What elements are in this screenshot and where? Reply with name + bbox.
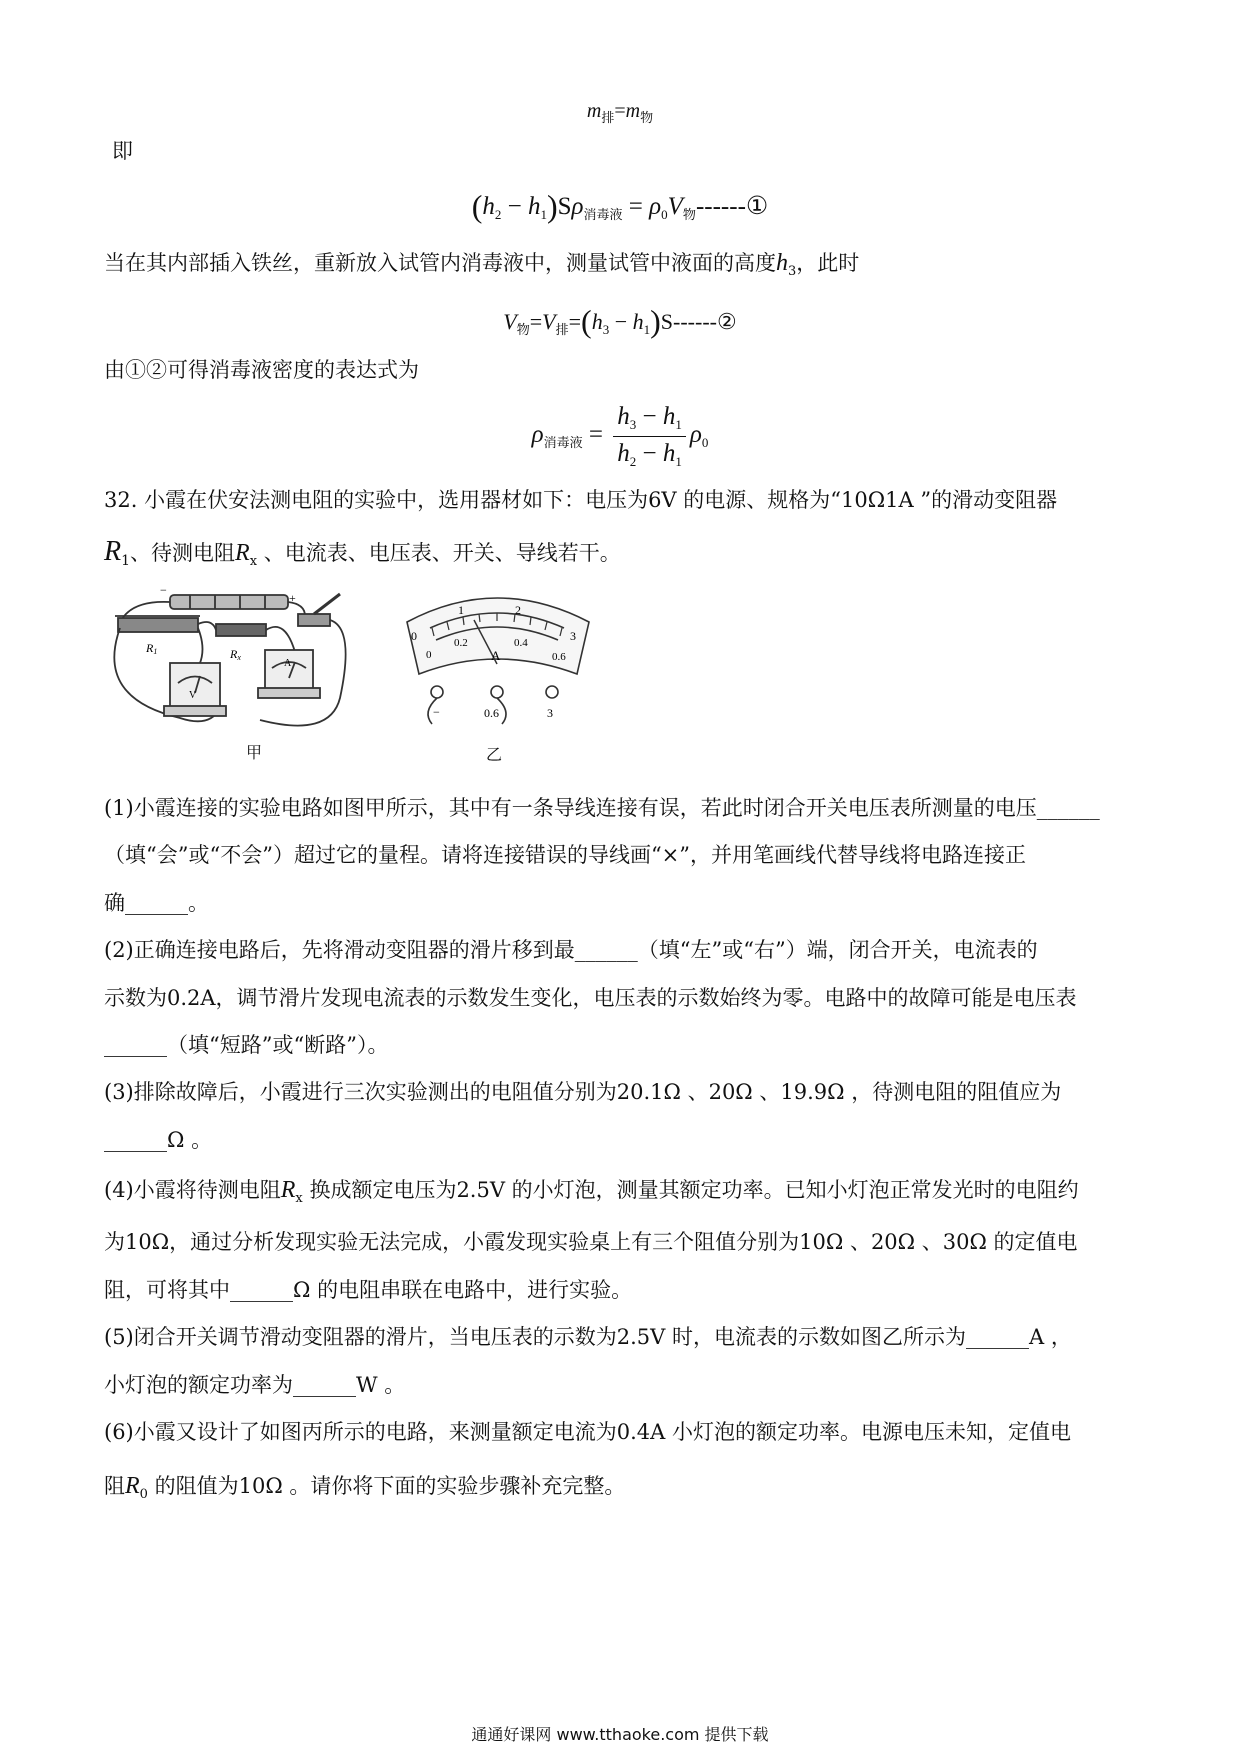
equation-3-density: $\rho_{消毒液}$ = $\frac{h_3 - h_1}{h_2 - h_1}$ $\rho_0$: [531, 403, 709, 469]
inner-tick-04: 0.4: [514, 637, 528, 649]
terminal-minus: −: [433, 705, 440, 719]
q32-line-1: 32. 小霞在伏安法测电阻的实验中，选用器材如下：电压为6V 的电源、规格为“10Ω1A ”的滑动变阻器: [104, 488, 1058, 512]
ammeter-dial-yi: [402, 592, 597, 732]
p1-line-2: （填“会”或“不会”）超过它的量程。请将连接错误的导线画“×”，并用笔画线代替导线将电路连接正: [104, 843, 1027, 867]
p2-line-1: (2)正确连接电路后，先将滑动变阻器的滑片移到最______（填“左”或“右”）端，闭合开关，电流表的: [104, 938, 1038, 962]
inner-tick-02: 0.2: [454, 637, 468, 649]
label-a: A: [284, 658, 292, 669]
text-derive: 由①②可得消毒液密度的表达式为: [104, 358, 419, 382]
p5-line-2: 小灯泡的额定功率为______W 。: [104, 1373, 406, 1397]
inner-tick-0: 0: [426, 649, 432, 661]
p6-line-2: 阻$R_0$ 的阻值为10Ω 。请你将下面的实验步骤补充完整。: [104, 1473, 626, 1502]
p4-line-2: 为10Ω，通过分析发现实验无法完成，小霞发现实验桌上有三个阻值分别为10Ω 、20Ω 、30Ω 的定值电: [104, 1230, 1078, 1254]
text-ji: 即: [112, 139, 133, 163]
text-insert-wire: 当在其内部插入铁丝，重新放入试管内消毒液中，测量试管中液面的高度$h_3$，此时: [104, 250, 860, 279]
p1-line-3: 确______。: [104, 891, 209, 915]
rheostat-r1: [118, 618, 198, 632]
label-v: V: [189, 690, 197, 701]
outer-tick-0: 0: [411, 629, 417, 643]
minus-sign: −: [160, 588, 167, 597]
p3-line-1: (3)排除故障后，小霞进行三次实验测出的电阻值分别为20.1Ω 、20Ω 、19.9Ω ，待测电阻的阻值应为: [104, 1080, 1062, 1104]
switch: [298, 614, 330, 626]
circuit-figure-jia: [100, 588, 355, 740]
equation-1: $(h_2 - h_1)S\rho_{消毒液}$ = $\rho_0V_物------①$: [471, 188, 769, 224]
plus-sign: +: [289, 591, 296, 605]
terminal-06: 0.6: [484, 706, 499, 720]
label-yi: 乙: [486, 745, 503, 764]
p2-line-3: ______（填“短路”或“断路”）。: [104, 1033, 389, 1057]
outer-tick-3: 3: [570, 629, 576, 643]
equation-mass-balance: $m_排=m_物$: [586, 100, 654, 125]
dial-unit-a: A: [491, 648, 501, 663]
equation-2: $V_物=V_排=(h_3$ − $h_1)S------②$: [503, 303, 737, 339]
voltmeter: [170, 663, 220, 708]
p4-line-1: (4)小霞将待测电阻$R_x$ 换成额定电压为2.5V 的小灯泡，测量其额定功率。已知小灯泡正常发光时的电阻约: [104, 1177, 1079, 1206]
outer-tick-1: 1: [458, 603, 464, 617]
density-fraction: $\frac{h_3 - h_1}{h_2 - h_1}$: [613, 403, 686, 470]
p1-line-1: (1)小霞连接的实验电路如图甲所示，其中有一条导线连接有误，若此时闭合开关电压表所测量的电压______: [104, 796, 1100, 820]
label-r1: R1: [146, 641, 158, 656]
inner-tick-06: 0.6: [552, 651, 566, 663]
p3-line-2: ______Ω 。: [104, 1128, 213, 1152]
q32-line-2: $R_1$、待测电阻$R_x$ 、电流表、电压表、开关、导线若干。: [104, 536, 621, 569]
p5-line-1: (5)闭合开关调节滑动变阻器的滑片，当电压表的示数为2.5V 时，电流表的示数如图乙所示为______A ，: [104, 1325, 1072, 1349]
label-rx: Rx: [230, 647, 241, 662]
ammeter-small: [265, 650, 313, 690]
label-jia: 甲: [246, 743, 263, 762]
resistor-rx: [216, 624, 266, 636]
p2-line-2: 示数为0.2A，调节滑片发现电流表的示数发生变化，电压表的示数始终为零。电路中的故障可能是电压表: [104, 986, 1077, 1010]
p6-line-1: (6)小霞又设计了如图丙所示的电路，来测量额定电流为0.4A 小灯泡的额定功率。电源电压未知，定值电: [104, 1420, 1071, 1444]
terminal-3: 3: [547, 706, 553, 720]
outer-tick-2: 2: [515, 603, 521, 617]
footer-source: 通通好课网 www.tthaoke.com 提供下载: [471, 1725, 769, 1744]
battery: [170, 595, 288, 609]
p4-line-3: 阻，可将其中______Ω 的电阻串联在电路中，进行实验。: [104, 1278, 633, 1302]
